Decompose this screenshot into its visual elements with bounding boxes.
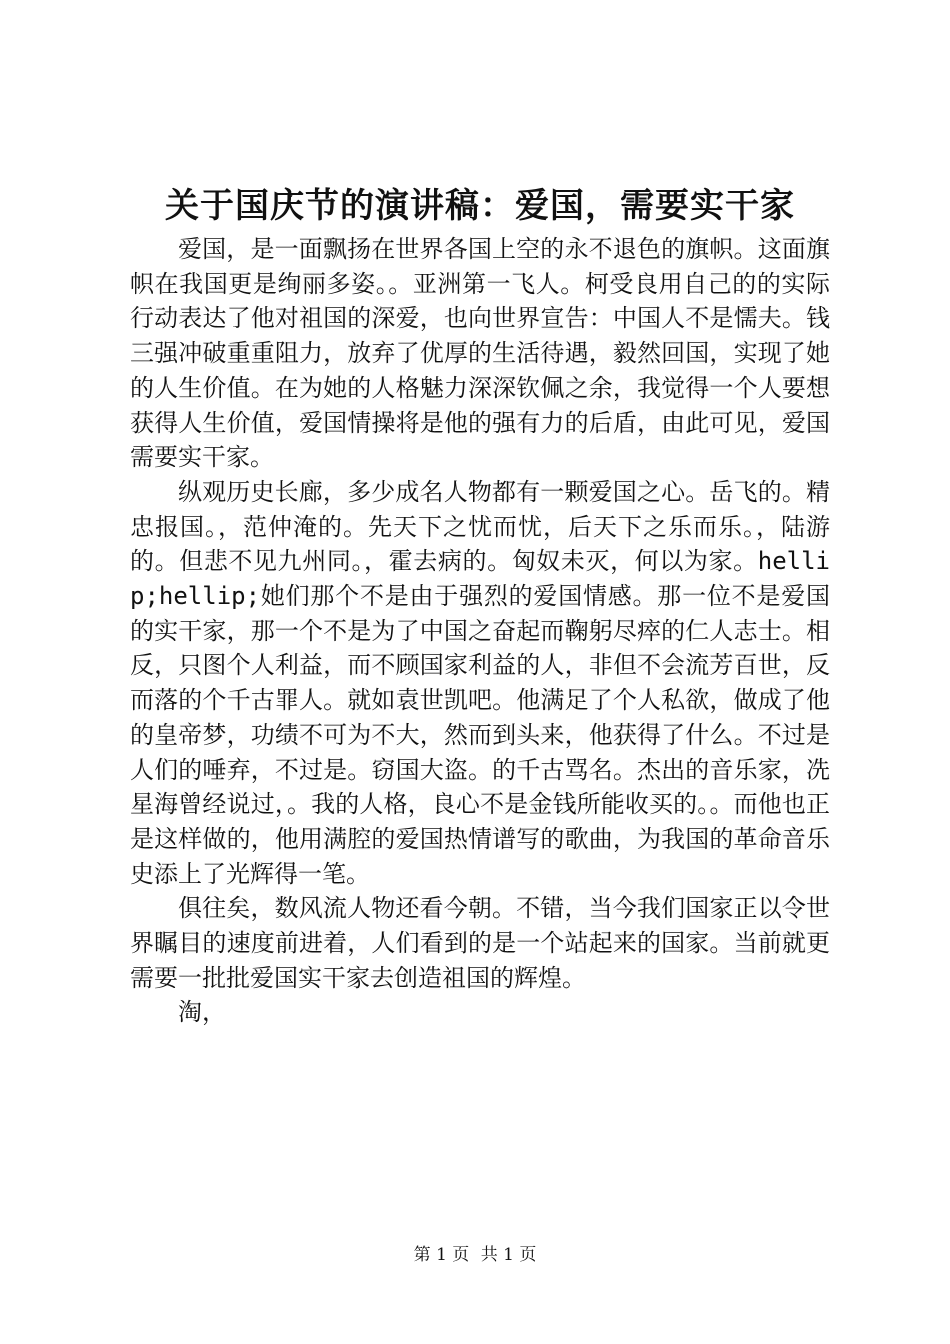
document-body [130,232,830,1030]
page-total: 共 1 页 [480,1245,537,1265]
page-number: 第 1 页 [413,1245,470,1265]
paragraph: 淘， [178,998,226,1027]
paragraph: 爱国，是一面飘扬在世界各国上空的永不退色的旗帜。这面旗帜在我国更是绚丽多姿。。亚洲第一飞人。柯受良用自己的的实际行动表达了他对祖国的深爱，也向世界宣告：中国人不是懦夫。钱三强冲破重重阻力，放弃了优厚的生活待遇，毅然回国，实现了她的人生价值。在为她的人格魅力深深钦佩之余，我觉得一个人要想获得人生价值，爱国情操将是他的强有力的后盾，由此可见，爱国需要实干家。 [130,235,830,472]
page-footer [0,1244,950,1266]
paragraph: 纵观历史长廊，多少成名人物都有一颗爱国之心。岳飞的。精忠报国。，范仲淹的。先天下之忧而忧，后天下之乐而乐。，陆游的。但悲不见九州同。，霍去病的。匈奴未灭，何以为家。hellip;hellip;她们那个不是由于强烈的爱国情感。那一位不是爱国的实干家，那一个不是为了中国之奋起而鞠躬尽瘁的仁人志士。相反，只图个人利益，而不顾国家利益的人，非但不会流芳百世，反而落的个千古罪人。就如袁世凯吧。他满足了个人私欲，做成了他的皇帝梦，功绩不可为不大，然而到头来，他获得了什么。不过是人们的唾弃，不过是。窃国大盗。的千古骂名。杰出的音乐家，冼星海曾经说过，。我的人格，良心不是金钱所能收买的。。而他也正是这样做的，他用满腔的爱国热情谱写的歌曲，为我国的革命音乐史添上了光辉得一笔。 [130,477,830,888]
document-title: 关于国庆节的演讲稿：爱国，需要实干家 [165,186,795,226]
paragraph: 俱往矣，数风流人物还看今朝。不错，当今我们国家正以令世界瞩目的速度前进着，人们看到的是一个站起来的国家。当前就更需要一批批爱国实干家去创造祖国的辉煌。 [130,894,830,992]
